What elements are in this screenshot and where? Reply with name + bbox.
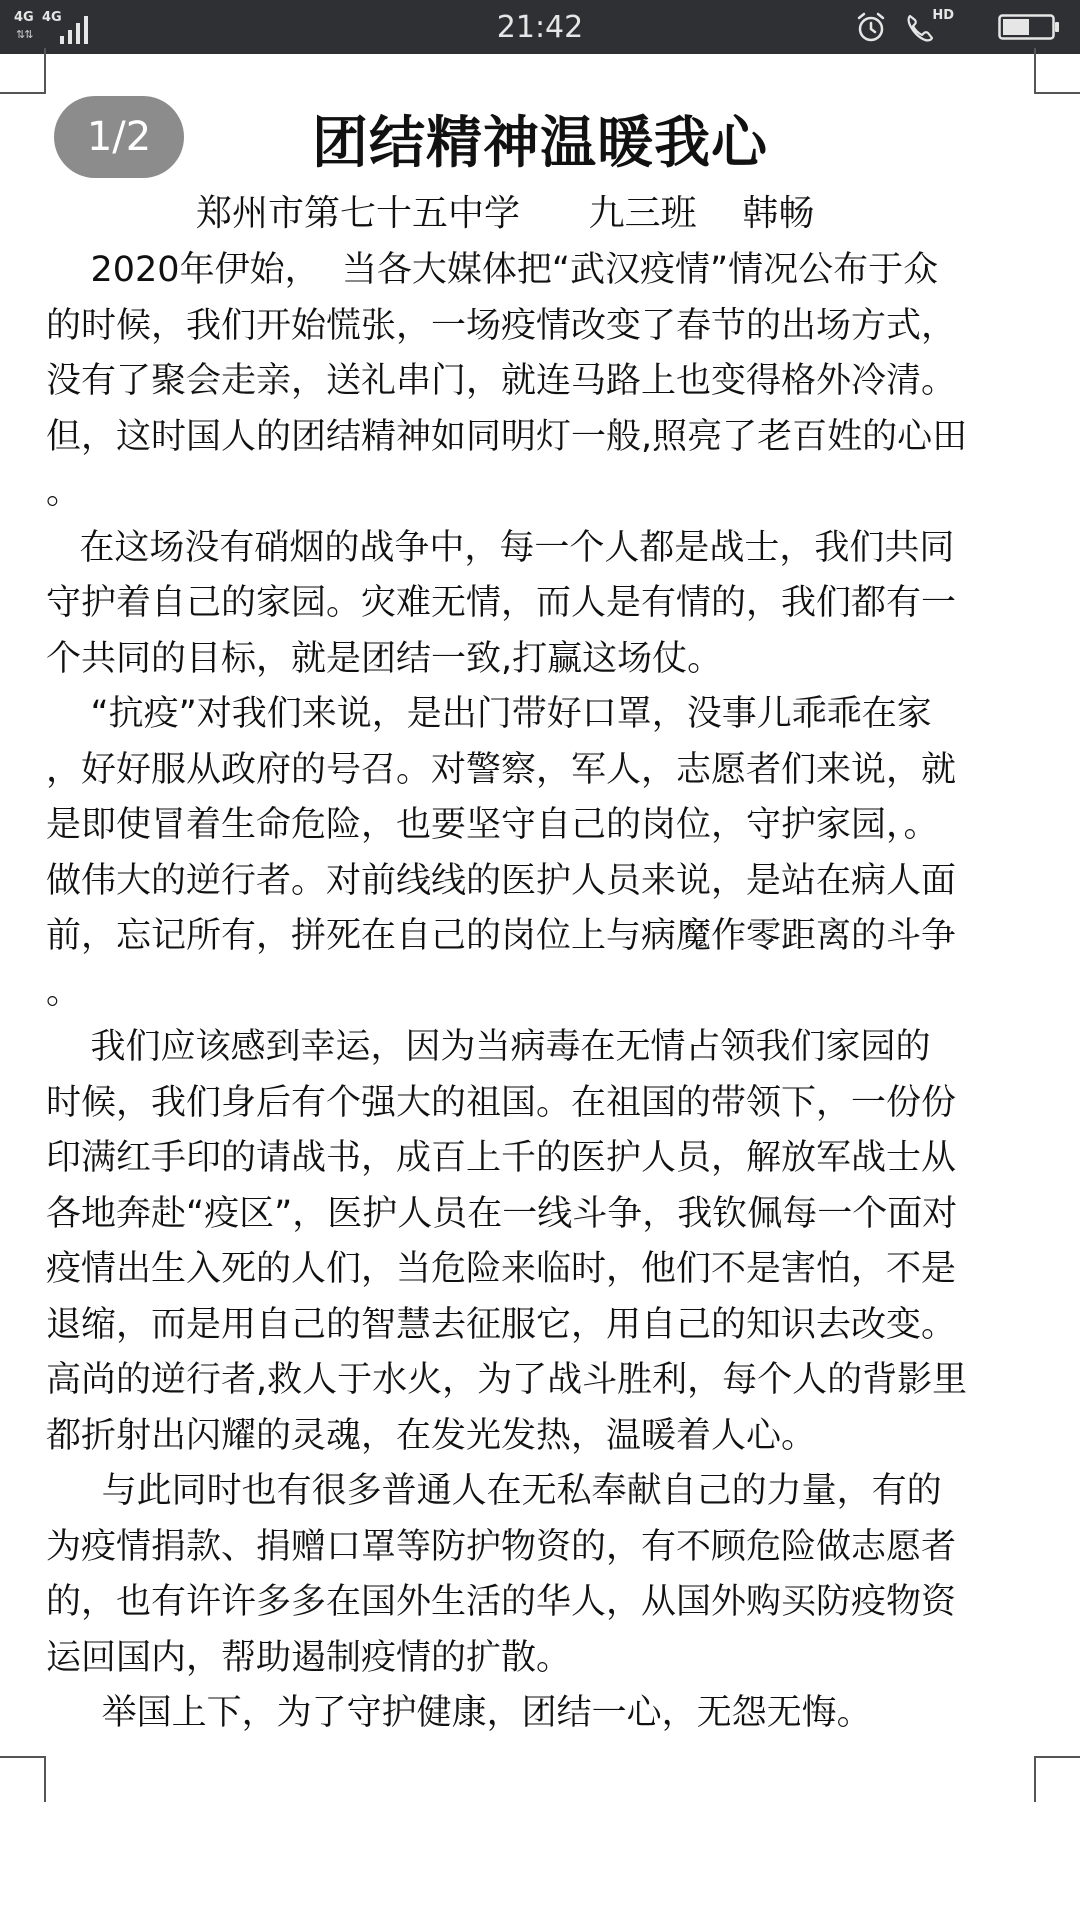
network-type-label-2: 4G bbox=[42, 10, 62, 25]
document-line: 为疫情捐款、捐赠口罩等防护物资的，有不顾危险做志愿者 bbox=[46, 1526, 957, 1567]
document-line: 个共同的目标，就是团结一致,打赢这场仗。 bbox=[46, 638, 723, 679]
page-corner-mark bbox=[1034, 48, 1080, 94]
document-line: 与此同时也有很多普通人在无私奉献自己的力量，有的 bbox=[46, 1471, 942, 1511]
document-line: 运回国内，帮助遏制疫情的扩散。 bbox=[46, 1637, 572, 1678]
document-line: 高尚的逆行者,救人于水火，为了战斗胜利，每个人的背影里 bbox=[46, 1360, 968, 1400]
document-byline: 郑州市第七十五中学 九三班 韩畅 bbox=[196, 193, 815, 234]
battery-icon bbox=[998, 14, 1060, 40]
document-line: 前，忘记所有，拼死在自己的岗位上与病魔作零距离的斗争 bbox=[46, 916, 957, 956]
document-line: 做伟大的逆行者。对前线线的医护人员来说，是站在病人面 bbox=[46, 860, 957, 901]
document-line: “抗疫”对我们来说，是出门带好口罩，没事儿乖乖在家 bbox=[46, 694, 932, 734]
document-title: 团结精神温暖我心 bbox=[312, 111, 768, 176]
page-corner-mark bbox=[0, 1756, 46, 1802]
page-corner-mark bbox=[0, 48, 46, 94]
document-line: 时候，我们身后有个强大的祖国。在祖国的带领下，一份份 bbox=[46, 1082, 957, 1123]
document-line: 守护着自己的家园。灾难无情，而人是有情的，我们都有一 bbox=[46, 583, 957, 623]
document-line: 都折射出闪耀的灵魂，在发光发热，温暖着人心。 bbox=[46, 1415, 817, 1456]
page-corner-mark bbox=[1034, 1756, 1080, 1802]
document-line: 没有了聚会走亲，送礼串门，就连马路上也变得格外冷清。 bbox=[46, 361, 957, 401]
network-type-label: 4G bbox=[14, 10, 34, 25]
document-line: 疫情出生入死的人们，当危险来临时，他们不是害怕，不是 bbox=[46, 1249, 957, 1289]
document-line: 的时候，我们开始慌张，一场疫情改变了春节的出场方式， bbox=[46, 305, 957, 346]
document-line: 。 bbox=[46, 472, 82, 512]
status-icons bbox=[840, 8, 1060, 46]
document-body bbox=[46, 243, 1036, 1742]
document-line: ，好好服从政府的号召。对警察，军人，志愿者们来说，就 bbox=[46, 749, 957, 790]
document-line: 在这场没有硝烟的战争中，每一个人都是战士，我们共同 bbox=[46, 527, 955, 568]
document-line: 2020年伊始， 当各大媒体把“武汉疫情”情况公布于众 bbox=[46, 250, 939, 290]
document-line: 印满红手印的请战书，成百上千的医护人员，解放军战士从 bbox=[46, 1138, 957, 1178]
document-line: 的，也有许许多多在国外生活的华人，从国外购买防疫物资 bbox=[46, 1582, 957, 1622]
document-line: 我们应该感到幸运，因为当病毒在无情占领我们家园的 bbox=[46, 1027, 931, 1067]
data-activity-icon: ⇅⇅ bbox=[16, 28, 33, 41]
page-indicator[interactable]: 1/2 bbox=[54, 96, 184, 178]
status-time: 21:42 bbox=[496, 10, 584, 45]
alarm-icon bbox=[854, 10, 888, 44]
document-line: 但，这时国人的团结精神如同明灯一般,照亮了老百姓的心田 bbox=[46, 416, 968, 457]
status-bar bbox=[0, 0, 1080, 54]
document-line: 是即使冒着生命危险，也要坚守自己的岗位，守护家园，。 bbox=[46, 805, 939, 845]
hd-call-badge: HD bbox=[932, 8, 954, 23]
document-line: 退缩，而是用自己的智慧去征服它，用自己的知识去改变。 bbox=[46, 1304, 957, 1345]
document-line: 举国上下，为了守护健康，团结一心，无怨无悔。 bbox=[46, 1693, 872, 1733]
document-line: 。 bbox=[46, 971, 82, 1012]
document-line: 各地奔赴“疫区”，医护人员在一线斗争，我钦佩每一个面对 bbox=[46, 1193, 958, 1234]
